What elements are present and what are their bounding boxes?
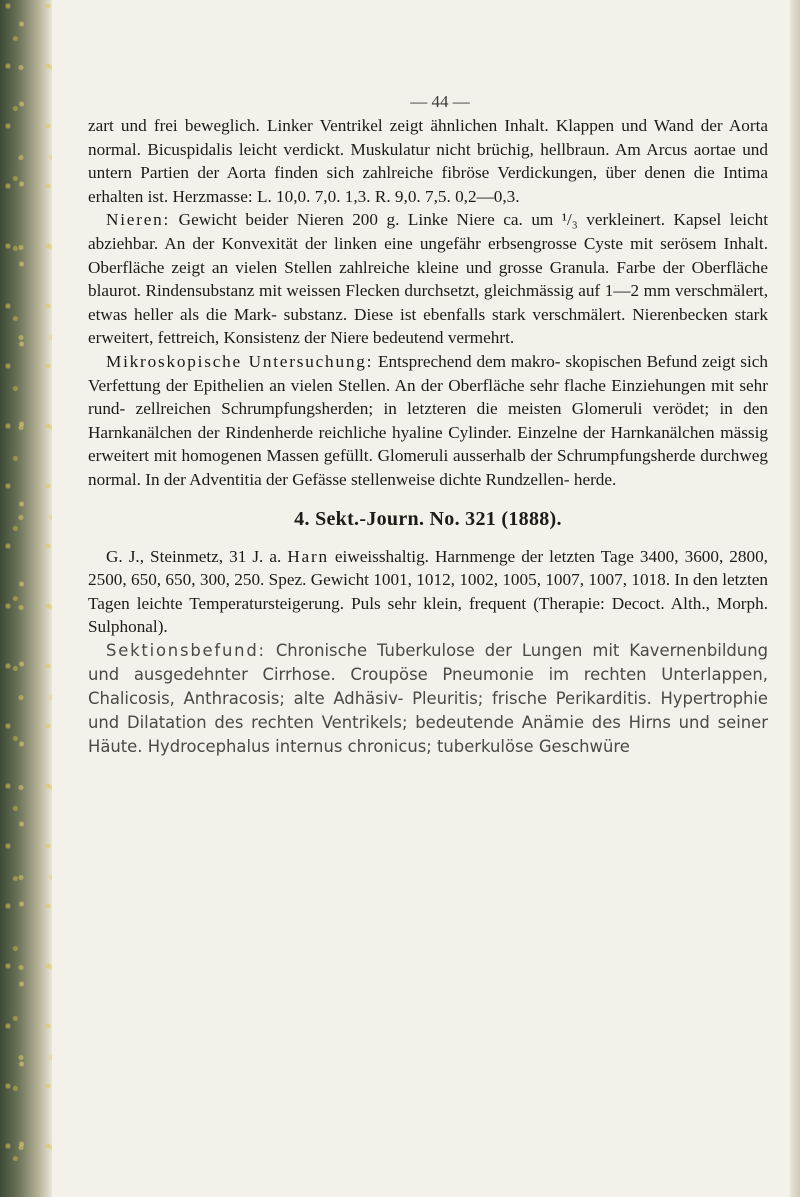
binding-texture — [0, 0, 52, 1197]
paragraph-kidneys — [88, 208, 768, 350]
kidneys-text: Gewicht beider Nieren 200 g. Linke Niere ca. um ¹/₃ verkleinert. Kapsel leicht abziehbar. An der Konvexität der linken eine ungefähr erbsengrosse Cyste mit serösem Inhalt. Oberfläche zeigt an vielen Stellen zahlreiche kleine und grosse Granula. Farbe der Oberfläche blaurot. Rindensubstanz mit weissen Flecken durchsetzt, gleichmässig auf 1—2 mm verschmälert, etwas heller als die Mark- substanz. Diese ist ebenfalls stark verschmälert. Nierenbecken stark erweitert, fettreich, Konsistenz der Niere bedeutend vermehrt. — [88, 210, 768, 348]
microscopy-text: Entsprechend dem makro- skopischen Befund zeigt sich Verfettung der Epithelien an vielen Stellen. An der Oberfläche sehr flache Einziehungen mit sehr rund- zellreichen Schrumpfungsherden; in letzteren die meisten Glomeruli verödet; in den Harnkanälchen der Rindenherde reichliche hyaline Cylinder. Einzelne der Harnkanälchen mässig erweitert mit homogenen Massen gefüllt. Glomeruli ausserhalb der Schrumpfungsherde durchweg normal. In der Adventitia der Gefässe stellenweise dichte Rundzellen- herde. — [88, 351, 768, 489]
paragraph-microscopy — [88, 350, 768, 492]
page-number: — 44 — — [410, 92, 470, 111]
autopsy-text: Chronische Tuberkulose der Lungen mit Kavernenbildung und ausgedehnter Cirrhose. Croupöse Pneumonie im rechten Unterlappen, Chalicosis, Anthracosis; alte Adhäsiv- Pleuritis; frische Perikarditis. Hypertrophie und Dilatation des rechten Ventrikels; bedeutende Anämie des Hirns und seiner Häute. Hydrocephalus internus chronicus; tuberkulöse Geschwüre — [88, 640, 768, 756]
case-heading: 4. Sekt.-Journ. No. 321 (1888). — [294, 507, 562, 530]
paragraph-autopsy — [88, 639, 768, 759]
autopsy-heading: Sektionsbefund: — [106, 640, 266, 660]
kidneys-heading: Nieren: — [106, 210, 171, 230]
paragraph-heart: zart und frei beweglich. Linker Ventrikel zeigt ähnlichen Inhalt. Klappen und Wand der Aorta normal. Bicuspidalis leicht verdickt. Muskulatur nicht brüchig, hellbraun. Am Arcus aortae und untern Partien der Aorta finden sich zahlreiche fibröse Verdickungen, über denen die Intima erhalten ist. Herzmasse: L. 10,0. 7,0. 1,3. R. 9,0. 7,5. 0,2—0,3. — [88, 116, 768, 206]
page-body — [88, 114, 768, 759]
urine-heading: Harn — [287, 546, 329, 566]
microscopy-heading: Mikroskopische Untersuchung: — [106, 351, 374, 371]
paragraph-case-history — [88, 545, 768, 639]
case-patient: G. J., Steinmetz, 31 J. a. — [106, 546, 288, 566]
case-history-text: eiweisshaltig. Harnmenge der letzten Tage 3400, 3600, 2800, 2500, 650, 650, 300, 250. Spez. Gewicht 1001, 1012, 1002, 1005, 1007, 1007, 1018. In den letzten Tagen leichte Temperatursteigerung. Puls sehr klein, frequent (Therapie: Decoct. Alth., Morph. Sulphonal). — [88, 546, 768, 637]
page-right-edge — [790, 0, 800, 1197]
